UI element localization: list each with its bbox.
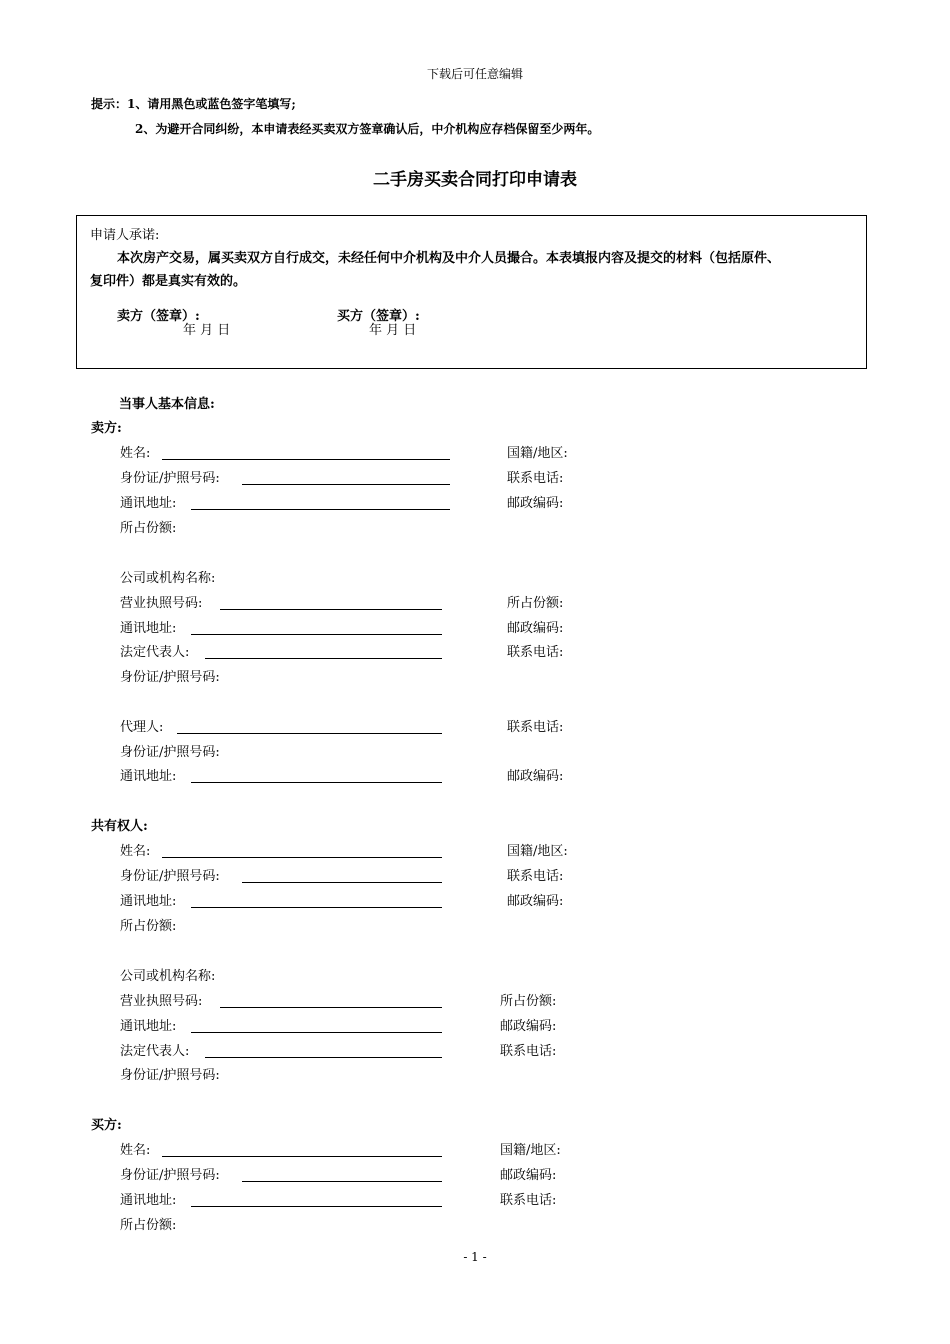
seller-license-label: 营业执照号码: [120,596,203,611]
coowner-company-address-field[interactable] [191,1032,442,1033]
pledge-heading: 申请人承诺: [90,228,160,243]
seller-phone-label: 联系电话: [507,471,564,486]
coowner-legal-id-label: 身份证/护照号码: [120,1068,220,1083]
buyer-sign-date: 年 月 日 [369,323,417,338]
coowner-address-field[interactable] [191,907,442,908]
buyer-id-label: 身份证/护照号码: [120,1168,220,1183]
seller-agent-address-label: 通讯地址: [120,769,177,784]
coowner-company-share-label: 所占份额: [500,994,557,1009]
seller-agent-label: 代理人: [120,720,164,735]
pledge-box [76,215,867,369]
seller-postcode-label: 邮政编码: [507,496,564,511]
coowner-id-field[interactable] [242,882,442,883]
coowner-company-address-label: 通讯地址: [120,1019,177,1034]
coowner-heading: 共有权人: [91,819,148,834]
buyer-nationality-label: 国籍/地区: [500,1143,561,1158]
seller-agent-id-label: 身份证/护照号码: [120,745,220,760]
seller-id-label: 身份证/护照号码: [120,471,220,486]
coowner-legal-rep-field[interactable] [205,1057,442,1058]
seller-signature: 卖方（签章）: [117,309,200,324]
coowner-postcode-label: 邮政编码: [507,894,564,909]
seller-company-share-label: 所占份额: [507,596,564,611]
seller-company-postcode-label: 邮政编码: [507,621,564,636]
seller-license-field[interactable] [220,609,442,610]
tip-line-2: 2、为避开合同纠纷，本申请表经买卖双方签章确认后，中介机构应存档保留至少两年。 [135,122,600,136]
pledge-text-1: 本次房产交易，属买卖双方自行成交，未经任何中介机构及中介人员撮合。本表填报内容及提交的材料（包括原件、 [117,251,781,266]
tip-line-1: 提示：1、请用黑色或蓝色签字笔填写; [91,97,296,111]
seller-name-label: 姓名: [120,446,151,461]
header-note: 下载后可任意编辑 [426,67,523,81]
seller-company-address-label: 通讯地址: [120,621,177,636]
seller-sign-date: 年 月 日 [183,323,231,338]
seller-nationality-label: 国籍/地区: [507,446,568,461]
coowner-address-label: 通讯地址: [120,894,177,909]
buyer-heading: 买方: [91,1118,122,1133]
coowner-license-label: 营业执照号码: [120,994,203,1009]
coowner-license-field[interactable] [220,1007,442,1008]
basic-info-heading: 当事人基本信息: [119,397,215,412]
seller-legal-rep-field[interactable] [205,658,442,659]
coowner-company-postcode-label: 邮政编码: [500,1019,557,1034]
coowner-name-field[interactable] [162,857,442,858]
buyer-address-field[interactable] [191,1206,442,1207]
seller-agent-phone-label: 联系电话: [507,720,564,735]
seller-name-field[interactable] [162,459,450,460]
buyer-name-label: 姓名: [120,1143,151,1158]
seller-legal-rep-label: 法定代表人: [120,645,190,660]
buyer-name-field[interactable] [162,1156,442,1157]
seller-agent-address-field[interactable] [191,782,442,783]
buyer-signature: 买方（签章）: [337,309,420,324]
coowner-name-label: 姓名: [120,844,151,859]
seller-id-field[interactable] [242,484,450,485]
coowner-company-label: 公司或机构名称: [120,969,216,984]
seller-address-field[interactable] [191,509,450,510]
seller-agent-postcode-label: 邮政编码: [507,769,564,784]
coowner-legal-rep-label: 法定代表人: [120,1044,190,1059]
page-title: 二手房买卖合同打印申请表 [373,170,577,190]
pledge-text-2: 复印件）都是真实有效的。 [90,274,247,289]
seller-company-address-field[interactable] [191,634,442,635]
coowner-share-label: 所占份额: [120,919,177,934]
buyer-id-field[interactable] [242,1181,442,1182]
coowner-legal-phone-label: 联系电话: [500,1044,557,1059]
seller-company-label: 公司或机构名称: [120,571,216,586]
seller-agent-field[interactable] [177,733,442,734]
seller-heading: 卖方: [91,421,122,436]
seller-address-label: 通讯地址: [120,496,177,511]
seller-legal-id-label: 身份证/护照号码: [120,670,220,685]
page-number: - 1 - [463,1250,487,1264]
buyer-share-label: 所占份额: [120,1218,177,1233]
buyer-address-label: 通讯地址: [120,1193,177,1208]
coowner-nationality-label: 国籍/地区: [507,844,568,859]
seller-legal-phone-label: 联系电话: [507,645,564,660]
seller-share-label: 所占份额: [120,521,177,536]
coowner-id-label: 身份证/护照号码: [120,869,220,884]
buyer-postcode-label: 邮政编码: [500,1168,557,1183]
coowner-phone-label: 联系电话: [507,869,564,884]
buyer-phone-label: 联系电话: [500,1193,557,1208]
